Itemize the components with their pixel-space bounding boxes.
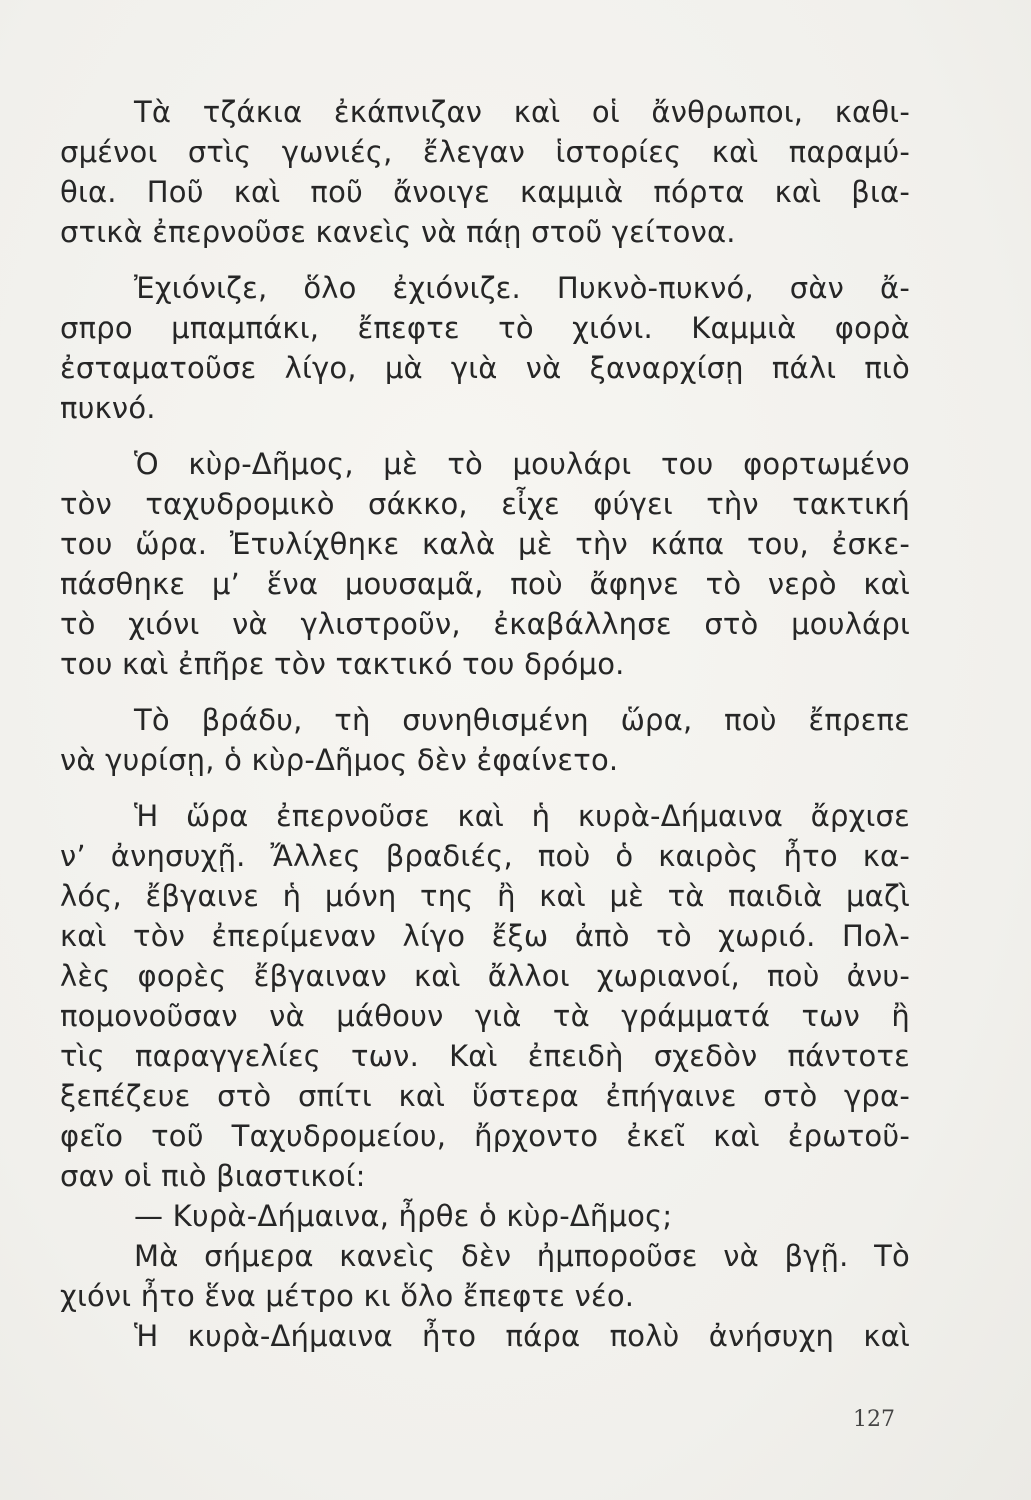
text-line: του καὶ ἐπῆρε τὸν τακτικό του δρόμο.	[60, 647, 625, 681]
text-line: στικὰ ἐπερνοῦσε κανεὶς νὰ πάῃ στοῦ γείτονα.	[60, 215, 736, 249]
text-line: πομονοῦσαν νὰ μάθουν γιὰ τὰ γράμματά των ἢ	[60, 999, 910, 1033]
text-line: τὸν ταχυδρομικὸ σάκκο, εἶχε φύγει τὴν τακτική	[60, 487, 910, 521]
dialogue-line: — Κυρὰ-Δήμαινα, ἦρθε ὁ κὺρ-Δῆμος;	[134, 1199, 673, 1233]
text-line: λός, ἔβγαινε ἡ μόνη της ἢ καὶ μὲ τὰ παιδιὰ μαζὶ	[60, 879, 910, 913]
text-line: σμένοι στὶς γωνιές, ἔλεγαν ἱστορίες καὶ παραμύ-	[60, 135, 910, 169]
text-line: χιόνι ἦτο ἕνα μέτρο κι ὅλο ἔπεφτε νέο.	[60, 1279, 635, 1313]
page-number: 127	[853, 1407, 895, 1432]
text-line: ξεπέζευε στὸ σπίτι καὶ ὕστερα ἐπήγαινε στὸ γρα-	[60, 1079, 910, 1113]
text-line: του ὥρα. Ἐτυλίχθηκε καλὰ μὲ τὴν κάπα του, ἐσκε-	[60, 527, 910, 561]
text-line: Τὸ βράδυ, τὴ συνηθισμένη ὥρα, ποὺ ἔπρεπε	[134, 703, 910, 737]
text-line: ν’ ἀνησυχῇ. Ἄλλες βραδιές, ποὺ ὁ καιρὸς ἦτο κα-	[60, 839, 910, 873]
text-line: σπρο μπαμπάκι, ἔπεφτε τὸ χιόνι. Καμμιὰ φορὰ	[60, 311, 910, 345]
text-line: ἐσταματοῦσε λίγο, μὰ γιὰ νὰ ξαναρχίσῃ πάλι πιὸ	[60, 351, 910, 385]
text-line: νὰ γυρίσῃ, ὁ κὺρ-Δῆμος δὲν ἐφαίνετο.	[60, 743, 619, 777]
text-line: λὲς φορὲς ἔβγαιναν καὶ ἄλλοι χωριανοί, ποὺ ἀνυ-	[60, 959, 910, 993]
text-line: τὸ χιόνι νὰ γλιστροῦν, ἐκαβάλλησε στὸ μουλάρι	[60, 607, 910, 641]
text-line: Ἐχιόνιζε, ὅλο ἐχιόνιζε. Πυκνὸ-πυκνό, σὰν ἄ-	[134, 271, 910, 305]
text-line: Μὰ σήμερα κανεὶς δὲν ἠμποροῦσε νὰ βγῇ. Τὸ	[134, 1239, 910, 1273]
text-line: Ἡ κυρὰ-Δήμαινα ἦτο πάρα πολὺ ἀνήσυχη καὶ	[134, 1319, 910, 1353]
text-line: τὶς παραγγελίες των. Καὶ ἐπειδὴ σχεδὸν πάντοτε	[60, 1039, 910, 1073]
text-line: σαν οἱ πιὸ βιαστικοί:	[60, 1159, 366, 1193]
text-line: πυκνό.	[60, 391, 156, 425]
text-line: καὶ τὸν ἐπερίμεναν λίγο ἔξω ἀπὸ τὸ χωριό. Πολ-	[60, 919, 910, 953]
text-line: Τὰ τζάκια ἐκάπνιζαν καὶ οἱ ἄνθρωποι, καθι-	[134, 95, 910, 129]
text-line: πάσθηκε μ’ ἕνα μουσαμᾶ, ποὺ ἄφηνε τὸ νερὸ καὶ	[60, 567, 910, 601]
text-line: φεῖο τοῦ Ταχυδρομείου, ἤρχοντο ἐκεῖ καὶ ἐρωτοῦ-	[60, 1119, 910, 1153]
text-line: Ὁ κὺρ-Δῆμος, μὲ τὸ μουλάρι του φορτωμένο	[134, 447, 910, 481]
text-line: θια. Ποῦ καὶ ποῦ ἄνοιγε καμμιὰ πόρτα καὶ βια-	[60, 175, 910, 209]
body-text	[60, 92, 910, 1356]
text-line: Ἡ ὥρα ἐπερνοῦσε καὶ ἡ κυρὰ-Δήμαινα ἄρχισε	[134, 799, 910, 833]
